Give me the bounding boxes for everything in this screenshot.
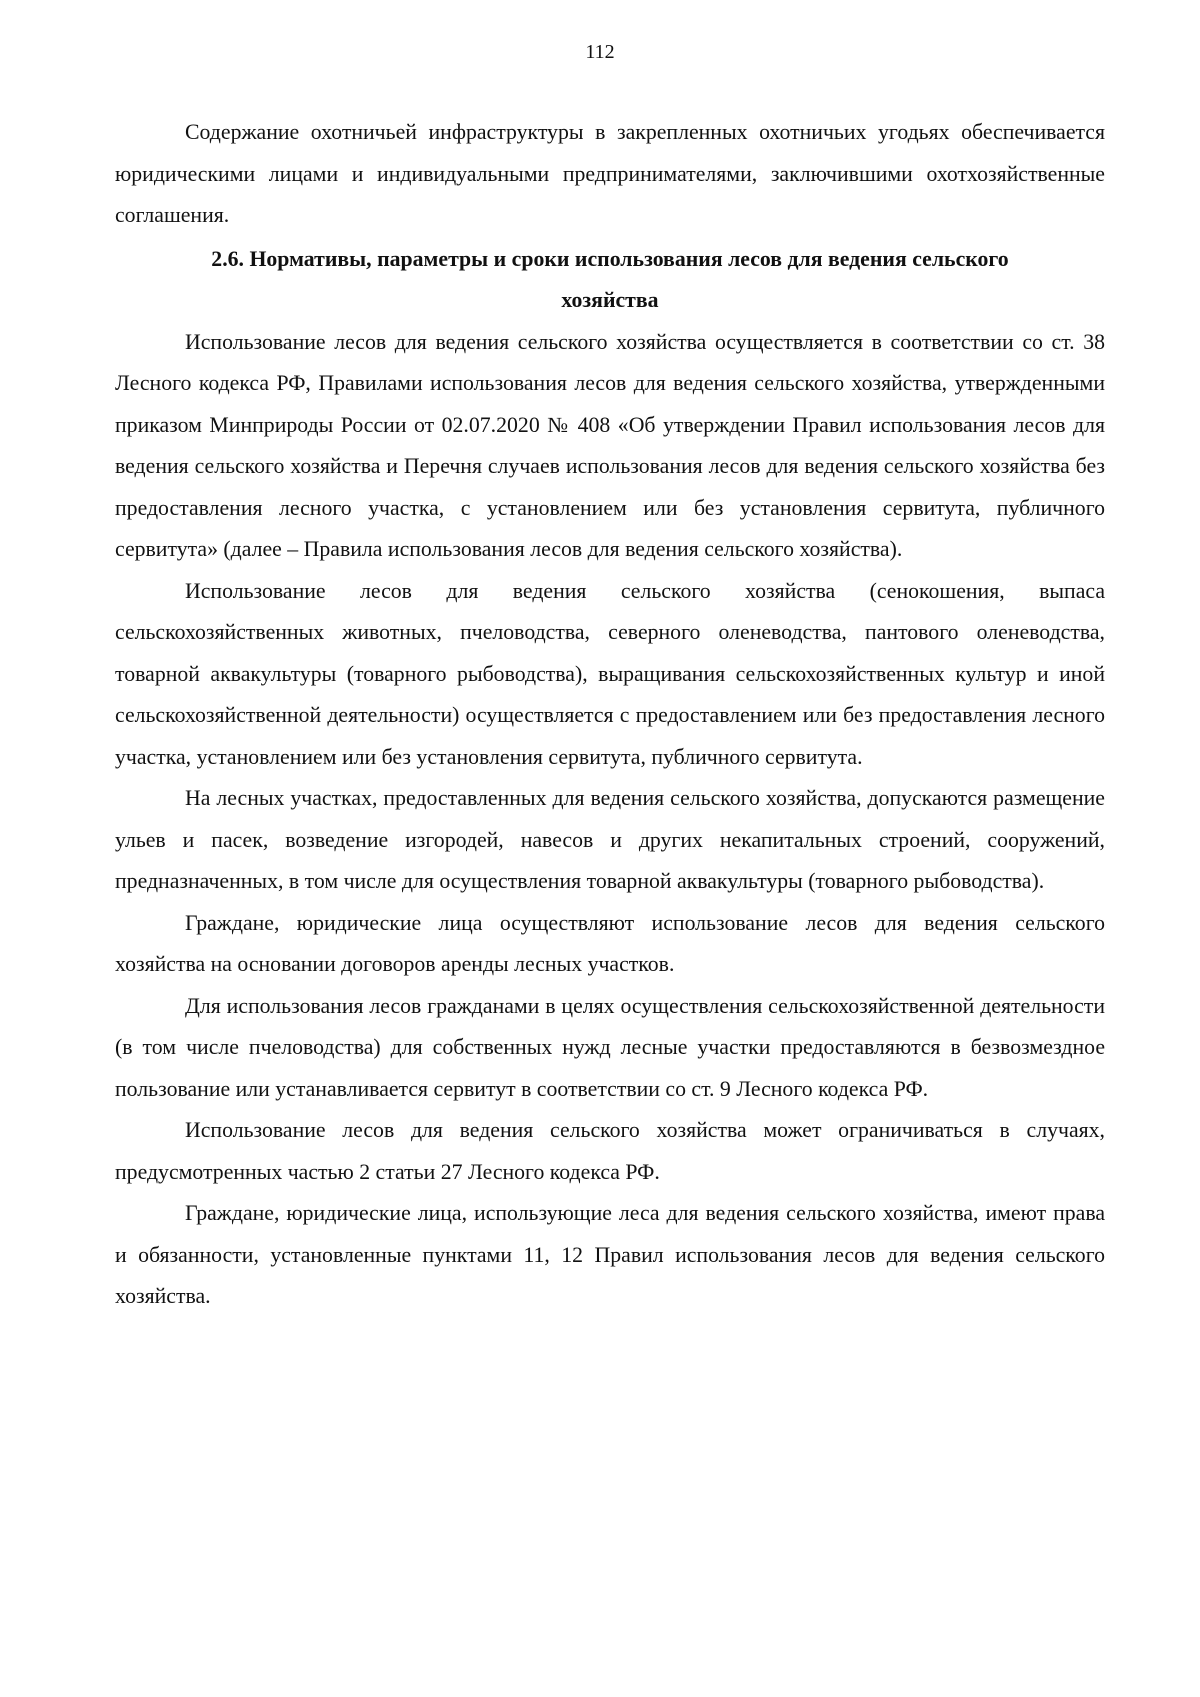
paragraph-restrictions: Использование лесов для ведения сельского хозяйства может ограничиваться в случаях, предусмотренных частью 2 статьи 27 Лесного кодекса РФ.	[115, 1118, 1105, 1184]
section-heading-line-1: 2.6. Нормативы, параметры и сроки использования лесов для ведения сельского	[211, 246, 1009, 271]
paragraph-usage-basis: Использование лесов для ведения сельского хозяйства осуществляется в соответствии со ст. 38 Лесного кодекса РФ, Правилами использования лесов для ведения сельского хозяйства, утвержденными приказом Минприроды России от 02.07.2020 № 408 «Об утверждении Правил использования лесов для ведения сельского хозяйства и Перечня случаев использования лесов для ведения сельского хозяйства без предоставления лесного участка, с установлением или без установления сервитута, публичного сервитута» (далее – Правила использования лесов для ведения сельского хозяйства).	[115, 329, 1105, 561]
section-heading	[115, 239, 1105, 322]
paragraph-rights-obligations: Граждане, юридические лица, использующие леса для ведения сельского хозяйства, имеют права и обязанности, установленные пунктами 11, 12 Правил использования лесов для ведения сельского хозяйства.	[115, 1201, 1105, 1308]
page-number: 112	[585, 41, 615, 63]
document-body	[115, 112, 1105, 1318]
paragraph-lease-agreements: Граждане, юридические лица осуществляют использование лесов для ведения сельского хозяйства на основании договоров аренды лесных участков.	[115, 910, 1105, 976]
paragraph-usage-types: Использование лесов для ведения сельского хозяйства (сенокошения, выпаса сельскохозяйственных животных, пчеловодства, северного оленеводства, пантового оленеводства, товарной аквакультуры (товарного рыбоводства), выращивания сельскохозяйственных культур и иной сельскохозяйственной деятельности) осуществляется с предоставлением или без предоставления лесного участка, установлением или без установления сервитута, публичного сервитута.	[115, 578, 1105, 769]
paragraph-permitted-structures: На лесных участках, предоставленных для ведения сельского хозяйства, допускаются размещение ульев и пасек, возведение изгородей, навесов и других некапитальных строений, сооружений, предназначенных, в том числе для осуществления товарной аквакультуры (товарного рыбоводства).	[115, 786, 1105, 893]
section-heading-line-2: хозяйства	[561, 288, 659, 312]
paragraph-citizen-use: Для использования лесов гражданами в целях осуществления сельскохозяйственной деятельности (в том числе пчеловодства) для собственных нужд лесные участки предоставляются в безвозмездное пользование или устанавливается сервитут в соответствии со ст. 9 Лесного кодекса РФ.	[115, 993, 1105, 1101]
intro-paragraph: Содержание охотничьей инфраструктуры в закрепленных охотничьих угодьях обеспечивается юридическими лицами и индивидуальными предпринимателями, заключившими охотхозяйственные соглашения.	[115, 120, 1105, 227]
